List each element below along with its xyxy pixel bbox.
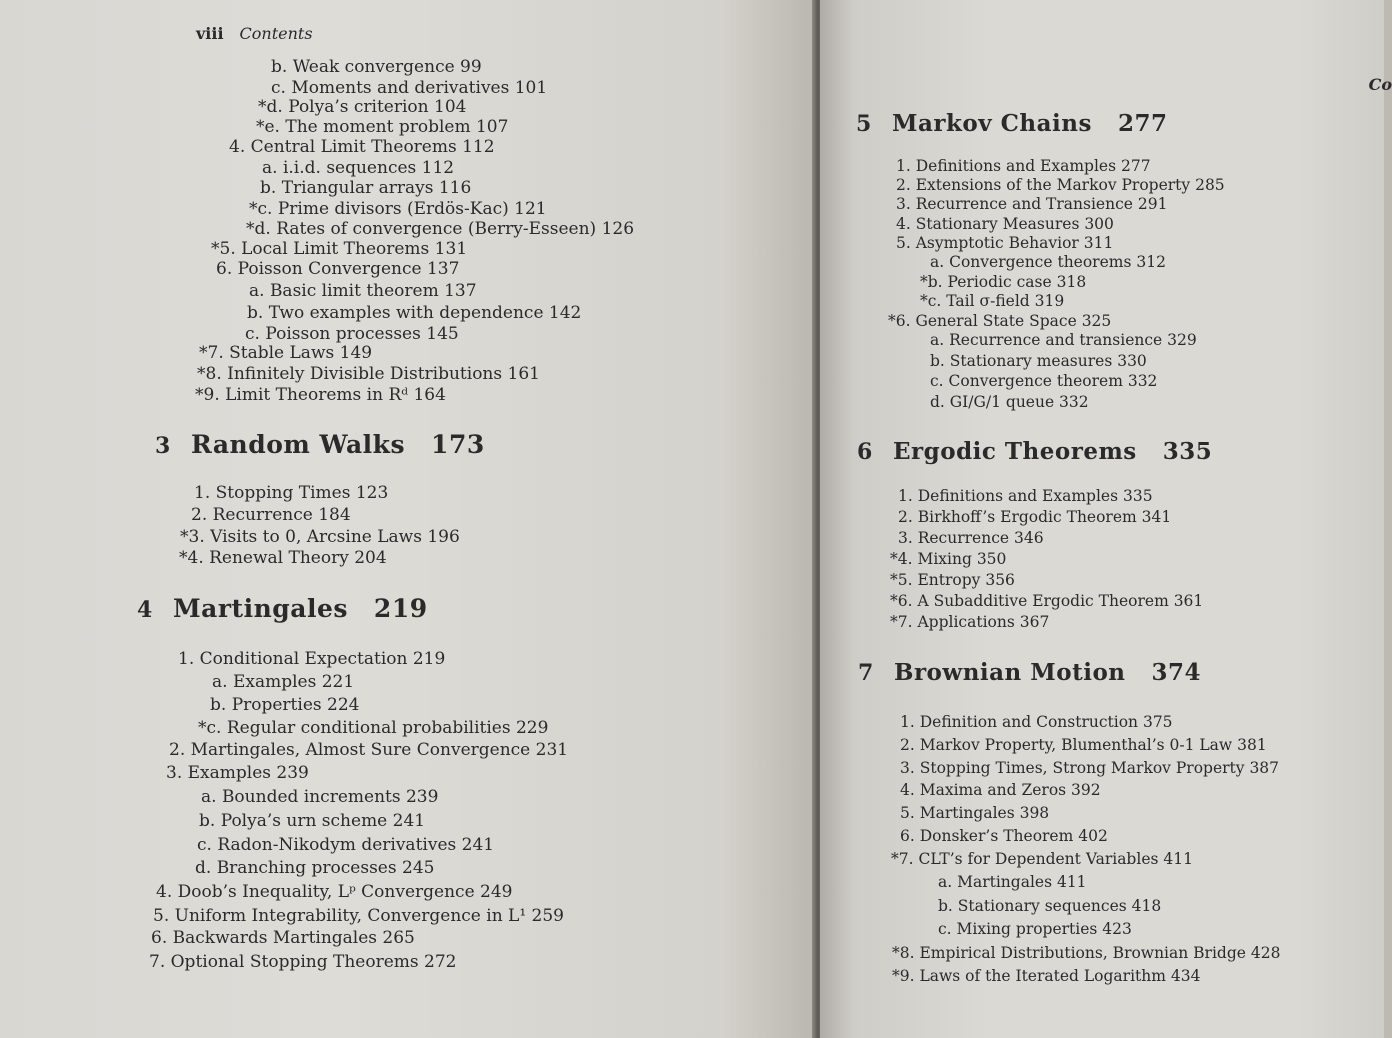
toc-entry: b. Stationary sequences 418 [938,897,1162,915]
chapter-page: 173 [431,430,485,459]
toc-entry: *7. Applications 367 [890,613,1050,631]
toc-entry: 1. Stopping Times 123 [194,483,389,503]
chapter-heading [858,658,1201,688]
toc-entry: *8. Empirical Distributions, Brownian Bridge 428 [892,944,1281,962]
toc-entry: b. Polya’s urn scheme 241 [199,811,426,831]
running-head: Co [1368,75,1392,94]
right-page [820,0,1392,1038]
toc-entry: c. Poisson processes 145 [245,324,459,344]
chapter-title: Random Walks [191,430,406,459]
toc-entry: *6. General State Space 325 [888,312,1112,330]
chapter-page: 277 [1117,110,1168,137]
toc-entry: a. Convergence theorems 312 [930,253,1166,271]
toc-entry: a. Martingales 411 [938,873,1087,891]
toc-entry: *6. A Subadditive Ergodic Theorem 361 [890,592,1204,610]
toc-entry: *5. Entropy 356 [890,571,1015,589]
toc-entry: 2. Martingales, Almost Sure Convergence 231 [169,740,569,760]
roman-page-number: viii [196,24,224,43]
running-head [196,24,313,43]
toc-entry: 6. Donsker’s Theorem 402 [900,827,1108,845]
toc-entry: 2. Birkhoff’s Ergodic Theorem 341 [898,508,1172,526]
toc-entry: *4. Mixing 350 [890,550,1007,568]
toc-entry: *3. Visits to 0, Arcsine Laws 196 [180,527,460,547]
toc-entry: d. GI/G/1 queue 332 [930,393,1089,411]
toc-entry: 2. Extensions of the Markov Property 285 [896,176,1225,194]
chapter-heading [155,430,485,461]
toc-entry: 5. Martingales 398 [900,804,1050,822]
chapter-number: 6 [857,439,873,465]
toc-entry: 1. Definition and Construction 375 [900,713,1173,731]
toc-entry: 4. Stationary Measures 300 [896,215,1114,233]
toc-entry: 4. Doob’s Inequality, Lᵖ Convergence 249 [156,882,513,902]
toc-entry: c. Moments and derivatives 101 [271,78,548,98]
toc-entry: *c. Prime divisors (Erdös-Kac) 121 [249,199,547,219]
toc-entry: 7. Optional Stopping Theorems 272 [149,952,457,972]
toc-entry: b. Properties 224 [210,695,360,715]
toc-entry: *d. Rates of convergence (Berry-Esseen) 126 [246,219,635,239]
toc-entry: b. Weak convergence 99 [271,57,482,77]
chapter-number: 7 [858,660,874,686]
toc-entry: *7. Stable Laws 149 [199,343,373,363]
chapter-title: Brownian Motion [894,659,1126,686]
toc-entry: *9. Laws of the Iterated Logarithm 434 [892,967,1201,985]
toc-entry: b. Stationary measures 330 [930,352,1147,370]
toc-entry: 3. Recurrence and Transience 291 [896,195,1168,213]
toc-entry: 1. Definitions and Examples 335 [898,487,1153,505]
toc-entry: 2. Recurrence 184 [191,505,351,525]
toc-entry: 2. Markov Property, Blumenthal’s 0-1 Law 381 [900,736,1267,754]
toc-entry: c. Convergence theorem 332 [930,372,1158,390]
chapter-number: 3 [155,433,171,459]
chapter-number: 4 [137,597,153,623]
toc-entry: a. i.i.d. sequences 112 [262,158,455,178]
toc-entry: 6. Poisson Convergence 137 [216,259,460,279]
chapter-number: 5 [856,111,872,137]
toc-entry: 1. Conditional Expectation 219 [178,649,446,669]
toc-entry: 5. Uniform Integrability, Convergence in L¹ 259 [153,906,564,926]
toc-entry: 3. Examples 239 [166,763,309,783]
toc-entry: 6. Backwards Martingales 265 [151,928,415,948]
toc-entry: 4. Maxima and Zeros 392 [900,781,1101,799]
toc-entry: a. Bounded increments 239 [201,787,439,807]
toc-entry: *9. Limit Theorems in Rᵈ 164 [195,385,446,405]
chapter-page: 374 [1151,659,1202,686]
chapter-heading [137,594,428,625]
running-head-title: Contents [239,24,313,43]
toc-entry: a. Basic limit theorem 137 [249,281,477,301]
toc-entry: *4. Renewal Theory 204 [179,548,387,568]
toc-entry: *8. Infinitely Divisible Distributions 161 [197,364,540,384]
toc-entry: b. Triangular arrays 116 [260,178,472,198]
toc-entry: c. Radon-Nikodym derivatives 241 [197,835,495,855]
toc-entry: *e. The moment problem 107 [256,117,509,137]
toc-entry: *c. Tail σ-field 319 [920,292,1065,310]
toc-entry: *d. Polya’s criterion 104 [258,97,467,117]
chapter-page: 335 [1162,438,1213,465]
toc-entry: 4. Central Limit Theorems 112 [229,137,495,157]
toc-entry: *5. Local Limit Theorems 131 [211,239,468,259]
toc-entry: *c. Regular conditional probabilities 229 [198,718,549,738]
toc-entry: a. Recurrence and transience 329 [930,331,1197,349]
toc-entry: c. Mixing properties 423 [938,920,1132,938]
chapter-title: Markov Chains [892,110,1092,137]
chapter-title: Martingales [173,594,348,623]
chapter-heading [857,437,1212,467]
toc-entry: a. Examples 221 [212,672,355,692]
toc-entry: *7. CLT’s for Dependent Variables 411 [891,850,1193,868]
toc-entry: d. Branching processes 245 [195,858,435,878]
toc-entry: b. Two examples with dependence 142 [247,303,582,323]
chapter-title: Ergodic Theorems [893,438,1137,465]
chapter-page: 219 [373,594,428,623]
toc-entry: 5. Asymptotic Behavior 311 [896,234,1114,252]
toc-entry: 1. Definitions and Examples 277 [896,157,1151,175]
chapter-heading [856,109,1167,139]
toc-entry: 3. Stopping Times, Strong Markov Property 387 [900,759,1280,777]
toc-entry: *b. Periodic case 318 [920,273,1087,291]
toc-entry: 3. Recurrence 346 [898,529,1044,547]
